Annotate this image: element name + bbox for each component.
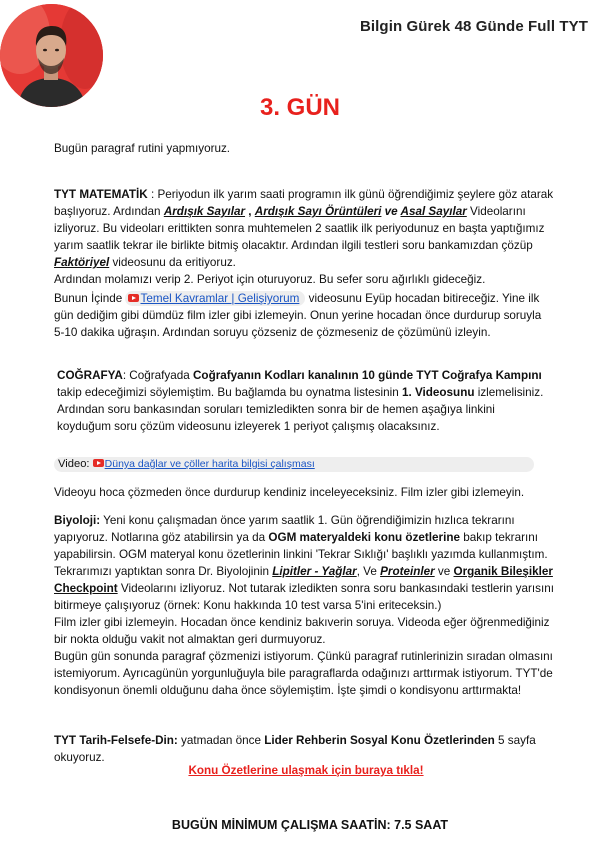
cografya-section (57, 367, 547, 435)
eyup-text-2: videosunu Eyüp hocadan bitireceğiz. Yine ilk gün dediğim gibi dümdüz film izler gibi izlemeyin. Onun yerine hocadan önce durdurup soruyla 5-10 dakika uğraşın. Ardından soruyu çözseniz de çözmeseniz de çözümünü izleyin. (54, 292, 542, 339)
intro-paragraph (54, 140, 554, 157)
video-note (54, 484, 554, 501)
eyup-paragraph (54, 290, 554, 341)
tarih-paragraph (54, 732, 554, 766)
cografya-label: COĞRAFYA (57, 369, 123, 382)
video-note-text: Videoyu hoca çözmeden önce durdurup kendiniz inceleyeceksiniz. Film izler gibi izlemeyin. (54, 486, 525, 499)
eyup-text-1: Bunun İçinde (54, 292, 126, 305)
eyup-section (54, 290, 554, 341)
day-heading: 3. GÜN (259, 94, 340, 121)
video-label: Video: (58, 458, 93, 470)
biyoloji-label: Biyoloji: (54, 514, 101, 527)
cografya-bold-1: Coğrafyanın Kodları kanalının 10 günde TYT Coğrafya Kampını (192, 369, 542, 382)
cografya-bold-2: 1. Videosunu (401, 386, 475, 399)
youtube-icon (93, 459, 104, 467)
tarih-label: TYT Tarih-Felsefe-Din: (54, 734, 178, 747)
minimum-study-hours: BUGÜN MİNİMUM ÇALIŞMA SAATİN: 7.5 SAAT (171, 818, 449, 832)
biyoloji-text-3: , Ve (356, 565, 381, 578)
cografya-text-1: : Coğrafyada (122, 369, 193, 382)
video-link-temel-kavramlar[interactable]: Temel Kavramlar | Gelişiyorum (140, 292, 300, 305)
matematik-label: TYT MATEMATİK (54, 188, 148, 201)
matematik-section (54, 186, 554, 288)
avatar (0, 4, 103, 107)
video-chip-row (54, 457, 534, 472)
matematik-text-2: , (245, 205, 255, 218)
biyoloji-text-2: bakıp tekrarını yapabilirsin. OGM materyal konu özetlerinin linkini 'Tekrar Sıklığı' başlıklı yazımda kullanmıştım. Tekrarımızı yaptıktan sonra Dr. Biyolojinin (54, 531, 548, 578)
video-link-dunya-daglar[interactable]: Dünya dağlar ve çöller harita bilgisi çalışması (104, 458, 315, 470)
biyoloji-section (54, 512, 554, 699)
youtube-icon (128, 294, 139, 302)
profile-photo (0, 4, 103, 107)
matematik-text-5: videosunu da eritiyoruz. (109, 256, 236, 269)
video-link-asal-sayilar[interactable]: Asal Sayılar (400, 205, 467, 218)
summary-link[interactable]: Konu Özetlerine ulaşmak için buraya tıkla! (188, 764, 424, 777)
biyoloji-text-1: Yeni konu çalışmadan önce yarım saatlik 1. Gün öğrendiğimizin hızlıca tekrarını yapıyoruz. Notlarına göz atabilirsin ya da (54, 514, 515, 544)
cografya-paragraph (57, 367, 547, 435)
cografya-text-3: izlemelisiniz. Ardından soru bankasından soruları temizledikten sonra bir de hemen aşağıya linkini koyduğum soru çözüm videosunu izleyerek 1 periyot çalışmış olacaksınız. (57, 386, 544, 433)
biyoloji-text-4: ve (434, 565, 454, 578)
video-chip-temel-kavramlar[interactable] (125, 291, 305, 306)
video-link-organik-bilesikler[interactable]: Organik Bileşikler Checkpoint (54, 565, 553, 595)
document-title: Bilgin Gürek 48 Günde Full TYT (359, 18, 588, 35)
video-link-lipitler[interactable]: Lipitler - Yağlar (272, 565, 357, 578)
tarih-bold-1: Lider Rehberin Sosyal Konu Özetlerinden (264, 734, 495, 747)
matematik-text-3: ve (381, 205, 401, 218)
matematik-text-4: Videolarını izliyoruz. Bu videoları erittikten sonra muhtemelen 2 saatlik ilk periyodunuz en başta yaptığımız yarım saatlik tekrar ile birlikte bitmiş olacaktır. Ardından ilgili testleri soru bankamızdan çözüp (54, 205, 545, 252)
biyoloji-bold-ogm: OGM materyaldeki konu özetlerine (268, 531, 460, 544)
biyoloji-paragraph-2: Film izler gibi izlemeyin. Hocadan önce kendiniz bakıverin soruya. Videoda eğer öğrenmediğiniz bir nokta olduğu vakit not almaktan geri durmuyoruz. (54, 616, 550, 646)
biyoloji-paragraph (54, 512, 554, 614)
biyoloji-paragraph-3: Bugün gün sonunda paragraf çözmenizi istiyorum. Çünkü paragraf rutinlerinizin sıradan olmasını istemiyorum. Ayrıcagünün yorgunluğuyla bile paragraflarda odağınızı arttırmak istiyorum. TYT'de kondisyonun önemli olduğunu daha önce söylemiştim. İşte şimdi o kondisyonu arttırmakta! (54, 650, 553, 697)
intro-text: Bugün paragraf rutini yapmıyoruz. (54, 142, 231, 155)
matematik-paragraph-2: Ardından molamızı verip 2. Periyot için oturuyoruz. Bu sefer soru ağırlıklı gideceğiz. (54, 273, 486, 286)
cografya-text-2: takip edeceğimizi söylemiştim. Bu bağlamda bu oynatma listesinin (57, 386, 402, 399)
video-link-ardisik-sayi-oruntuleri[interactable]: Ardışık Sayı Örüntüleri (254, 205, 382, 218)
tarih-text-2: 5 sayfa okuyoruz. (54, 734, 536, 764)
matematik-text-1: : Periyodun ilk yarım saati programın ilk günü öğrendiğimiz şeylere göz atarak başlıyoruz. Ardından (54, 188, 554, 218)
video-link-faktoriyel[interactable]: Faktöriyel (54, 256, 110, 269)
video-link-proteinler[interactable]: Proteinler (380, 565, 435, 578)
matematik-paragraph (54, 186, 554, 271)
tarih-section (54, 732, 554, 766)
tarih-text-1: yatmadan önce (177, 734, 265, 747)
video-link-ardisik-sayilar[interactable]: Ardışık Sayılar (163, 205, 246, 218)
biyoloji-text-5: Videolarını izliyoruz. Not tutarak izledikten sonra soru bankasındaki testlerin yarısını bitirmeye çalışıyoruz (örnek: Konu hakkında 10 test varsa 5'ini eriteceksin.) (54, 582, 554, 612)
